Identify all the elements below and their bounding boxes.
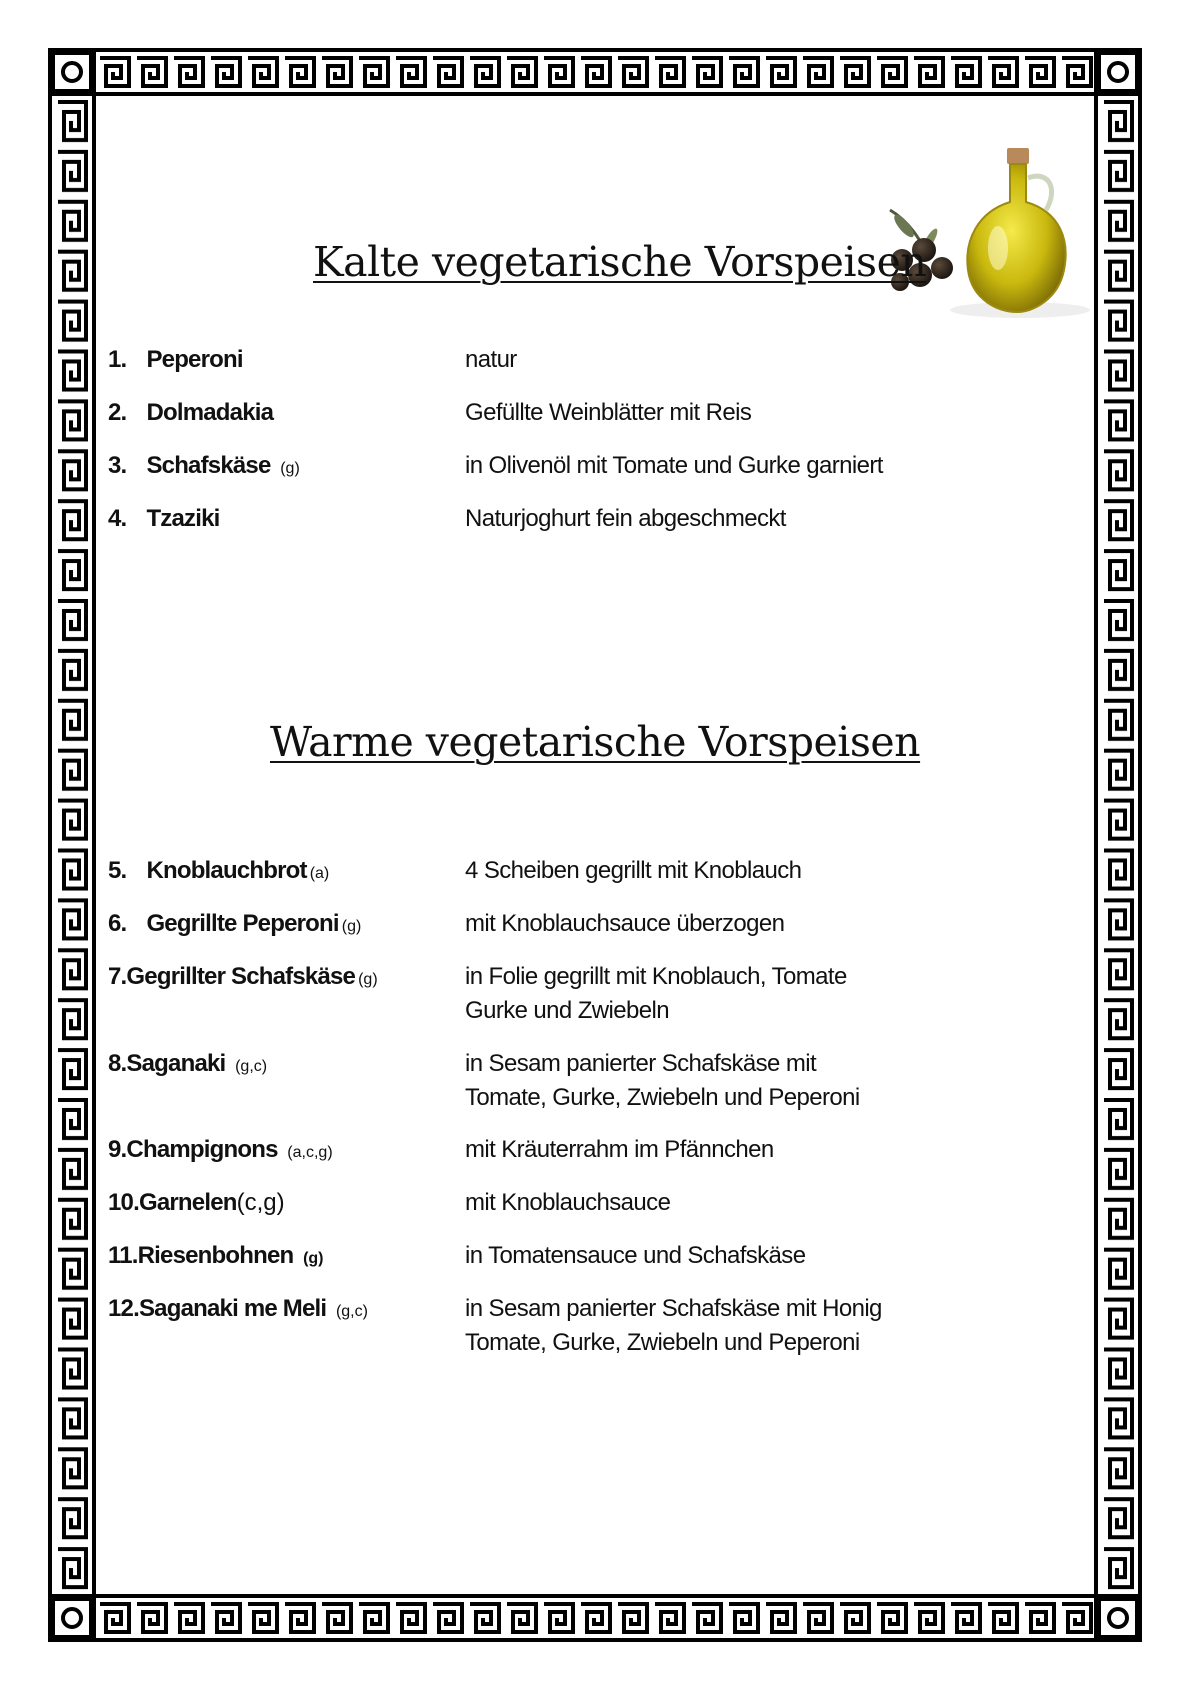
menu-item <box>108 1292 368 1329</box>
menu-item-description: Gefüllte Weinblätter mit Reis <box>465 399 752 426</box>
menu-item-name: Peperoni <box>146 346 243 373</box>
menu-item-number: 7. <box>108 963 127 990</box>
menu-item-description: in Sesam panierter Schafskäse mit Tomate, Gurke, Zwiebeln und Peperoni <box>465 1050 860 1111</box>
menu-item-description: in Sesam panierter Schafskäse mit Honig Tomate, Gurke, Zwiebeln und Peperoni <box>465 1295 882 1356</box>
menu-item-description: natur <box>465 346 517 373</box>
menu-item-description: mit Knoblauchsauce überzogen <box>465 910 785 937</box>
corner-circle-icon <box>52 1598 92 1638</box>
menu-item-number: 11. <box>108 1242 138 1269</box>
menu-item-name: Riesenbohnen <box>137 1242 294 1269</box>
menu-item-number: 1. <box>108 346 127 373</box>
corner-circle-icon <box>1098 52 1138 92</box>
menu-item-description: mit Kräuterrahm im Pfännchen <box>465 1136 774 1163</box>
menu-item-number: 6. <box>108 910 127 937</box>
menu-item <box>108 854 329 891</box>
menu-item-name: Saganaki me Meli <box>138 1295 327 1322</box>
meander-strip-top <box>96 52 1094 92</box>
menu-item-number: 4. <box>108 505 127 532</box>
menu-item-description: 4 Scheiben gegrillt mit Knoblauch <box>465 857 802 884</box>
section-heading-warm-starters: Warme vegetarische Vorspeisen <box>270 718 921 766</box>
menu-item <box>108 1133 333 1170</box>
menu-item <box>108 1239 324 1276</box>
olive-oil-bottle-icon <box>880 130 1100 330</box>
menu-item <box>108 907 361 944</box>
menu-item <box>108 960 378 997</box>
menu-item-number: 9. <box>108 1136 127 1163</box>
allergen-code: (g) <box>303 1250 324 1267</box>
menu-item-description: in Tomatensauce und Schafskäse <box>465 1242 806 1269</box>
menu-item-description: in Folie gegrillt mit Knoblauch, Tomate Gurke und Zwiebeln <box>465 963 847 1024</box>
corner-circle-icon <box>52 52 92 92</box>
menu-item-name: Gegrillte Peperoni <box>146 910 339 937</box>
meander-strip-left <box>52 96 92 1594</box>
allergen-code: (a) <box>309 865 330 882</box>
menu-item-number: 2. <box>108 399 127 426</box>
menu-item <box>108 396 273 430</box>
meander-strip-right <box>1098 96 1138 1594</box>
menu-item-name: Gegrillter Schafskäse <box>126 963 356 990</box>
allergen-code: (c,g) <box>236 1189 285 1216</box>
menu-item-name: Champignons <box>126 1136 278 1163</box>
menu-item-description: in Olivenöl mit Tomate und Gurke garniert <box>465 452 883 479</box>
menu-item-name: Knoblauchbrot <box>146 857 307 884</box>
menu-item-name: Dolmadakia <box>146 399 274 426</box>
menu-item-name: Schafskäse <box>146 452 271 479</box>
menu-item-number: 3. <box>108 452 127 479</box>
menu-item-name: Garnelen <box>138 1189 237 1216</box>
allergen-code: (g) <box>341 918 362 935</box>
menu-item-description: mit Knoblauchsauce <box>465 1189 671 1216</box>
menu-item-number: 8. <box>108 1050 127 1077</box>
meander-strip-bottom <box>96 1598 1094 1638</box>
menu-item <box>108 502 220 536</box>
menu-item-name: Tzaziki <box>146 505 220 532</box>
menu-item-description: Naturjoghurt fein abgeschmeckt <box>465 505 786 532</box>
menu-item <box>108 343 243 377</box>
corner-circle-icon <box>1098 1598 1138 1638</box>
allergen-code: (g,c) <box>335 1303 368 1320</box>
menu-item-number: 5. <box>108 857 127 884</box>
menu-item <box>108 449 300 486</box>
section-heading-cold-starters: Kalte vegetarische Vorspeisen <box>313 238 927 286</box>
menu-item-name: Saganaki <box>126 1050 226 1077</box>
menu-item <box>108 1047 267 1084</box>
menu-item-number: 10. <box>108 1189 139 1216</box>
allergen-code: (g) <box>280 460 300 477</box>
menu-item <box>108 1186 285 1220</box>
menu-item-number: 12. <box>108 1295 139 1322</box>
allergen-code: (g) <box>358 971 378 988</box>
allergen-code: (a,c,g) <box>287 1144 333 1161</box>
allergen-code: (g,c) <box>235 1058 268 1075</box>
